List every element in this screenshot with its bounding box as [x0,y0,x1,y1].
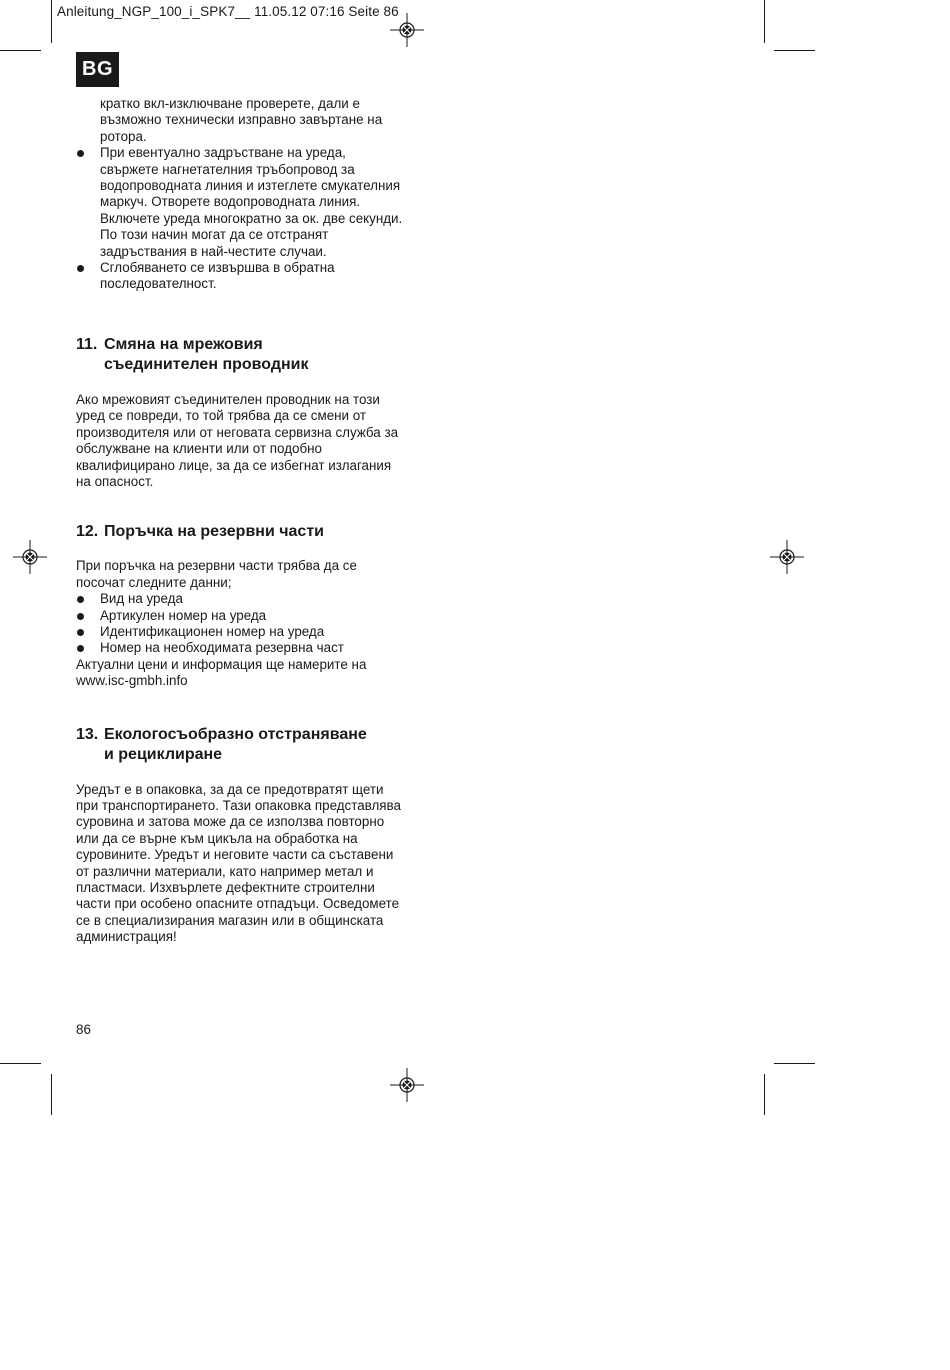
crop-mark-bottom-left-v [51,1074,52,1115]
list-item: Сглобяването се извършва в обратна последователност. [76,260,406,293]
section-title-line: съединителен проводник [104,355,309,373]
section-title-line: Екологосъобразно отстраняване [104,725,367,743]
crop-mark-top-left-v [51,0,52,43]
list-item: При евентуално задръстване на уреда, свържете нагнетателния тръбопровод за водопроводната линия и изтеглете смукателния маркуч. Отворете водопроводната линия. Включете уреда многократно за ок. две секунди. По този начин могат да се отстранят задръствания в най-честите случаи. [76,145,406,260]
list-item: Артикулен номер на уреда [76,608,406,624]
section-13-heading [76,725,406,765]
intro-bullet-list [76,145,406,293]
crop-mark-bottom-right-v [764,1074,765,1115]
section-12-intro: При поръчка на резервни части трябва да се посочат следните данни; [76,558,357,590]
registration-mark-icon [390,1068,424,1102]
document-column [76,96,406,946]
registration-mark-icon [13,540,47,574]
registration-mark-icon [770,540,804,574]
continued-paragraph: кратко вкл-изключване проверете, дали е възможно технически изправно завъртане на ротора. [100,96,383,144]
crop-mark-bottom-right-h [774,1063,815,1064]
crop-mark-bottom-left-h [0,1063,41,1064]
list-item: Вид на уреда [76,591,406,607]
section-number: 12. [76,523,99,541]
crop-mark-top-right-v [764,0,765,43]
crop-mark-top-left-h [0,50,41,51]
language-badge: BG [76,52,119,87]
crop-mark-top-right-h [774,50,815,51]
section-title-line: и рециклиране [104,745,223,763]
list-item: Номер на необходимата резервна част [76,640,406,656]
print-header: Anleitung_NGP_100_i_SPK7__ 11.05.12 07:16 Seite 86 [57,4,399,19]
section-number: 11. [76,335,98,353]
section-11-heading [76,335,406,375]
section-title-line: Смяна на мрежовия [104,335,263,353]
section-12-outro: Актуални цени и информация ще намерите на www.isc-gmbh.info [76,656,367,689]
list-item: Идентификационен номер на уреда [76,624,406,640]
section-12-heading [76,522,406,542]
page-number: 86 [76,1022,91,1037]
section-11-body: Ако мрежовият съединителен проводник на този уред се повреди, то той трябва да се смени от производителя или от неговата сервизна служба за обслужване на клиенти или от подобно квалифицирано лице, за да се избегнат излагания на опасност. [76,391,399,489]
registration-mark-icon [390,13,424,47]
section-13-body: Уредът е в опаковка, за да се предотвратят щети при транспортирането. Тази опаковка представлява суровина и затова може да се използва повторно или да се върне към цикъла на обработка на суровините. Уредът и неговите части са съставени от различни материали, като например метал и пластмаси. Изхвърлете дефектните строителни части при особено опасните отпадъци. Осведомете се в специализирания магазин или в общинската администрация! [76,781,401,945]
spare-parts-bullet-list [76,591,406,657]
section-number: 13. [76,725,99,743]
section-title-line: Поръчка на резервни части [104,523,324,541]
